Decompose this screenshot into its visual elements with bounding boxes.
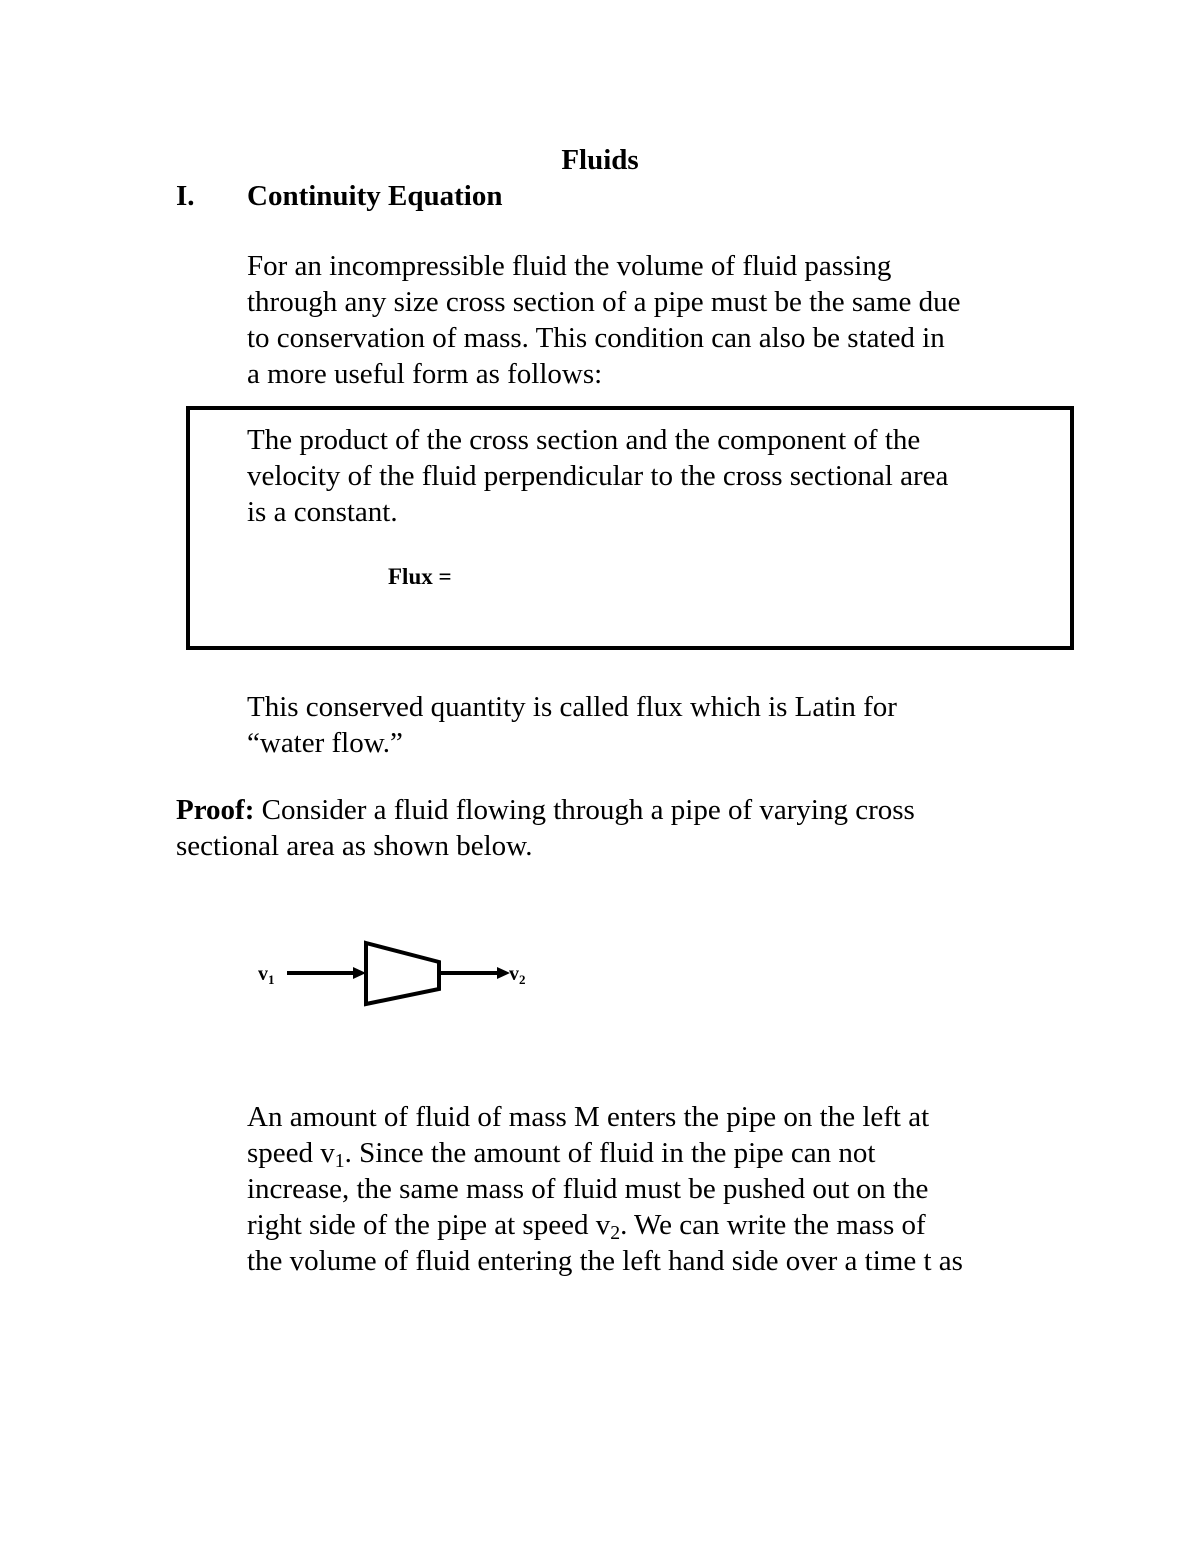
flux-label: Flux = [388,564,452,589]
definition-text [247,422,948,530]
intro-line: For an incompressible fluid the volume of fluid passing [247,250,892,282]
v2-sub: 2 [519,972,526,987]
closing-text: speed v [247,1137,335,1169]
intro-line: to conservation of mass. This condition can also be stated in [247,322,945,354]
conserved-line: “water flow.” [247,727,403,759]
closing-line: the volume of fluid entering the left hand side over a time t as [247,1245,963,1277]
proof-paragraph [176,792,915,864]
definition-line: is a constant. [247,496,398,528]
v1-sub: 1 [268,972,275,987]
conserved-paragraph [247,689,897,761]
proof-line [176,792,915,828]
closing-text: . Since the amount of fluid in the pipe can not [344,1137,876,1169]
v1-label [258,963,275,987]
closing-paragraph [247,1099,963,1279]
closing-subscript: 1 [334,1149,345,1172]
intro-line: a more useful form as follows: [247,358,603,390]
closing-subscript: 2 [610,1221,621,1244]
definition-line: The product of the cross section and the component of the [247,424,921,456]
closing-text: . We can write the mass of [620,1209,926,1241]
closing-line: increase, the same mass of fluid must be pushed out on the [247,1173,929,1205]
closing-text: right side of the pipe at speed v [247,1209,611,1241]
v1-base: v [258,963,268,985]
intro-paragraph [247,248,961,392]
intro-line: through any size cross section of a pipe must be the same due [247,286,961,318]
closing-line: An amount of fluid of mass M enters the pipe on the left at [247,1101,930,1133]
pipe-shape [366,943,439,1004]
v2-base: v [509,963,519,985]
definition-line: velocity of the fluid perpendicular to the cross sectional area [247,460,949,492]
section-number: I. [176,180,195,212]
page-title: Fluids [561,144,639,176]
pipe-diagram-svg [250,930,550,1020]
pipe-diagram [250,930,550,1020]
closing-line [247,1135,963,1171]
proof-label: Proof: [176,794,255,826]
section-heading: Continuity Equation [247,180,503,212]
closing-line [247,1207,963,1243]
v2-label [509,963,526,987]
proof-text: Consider a fluid flowing through a pipe of varying cross [254,794,915,826]
proof-line: sectional area as shown below. [176,830,533,862]
conserved-line: This conserved quantity is called flux which is Latin for [247,691,897,723]
